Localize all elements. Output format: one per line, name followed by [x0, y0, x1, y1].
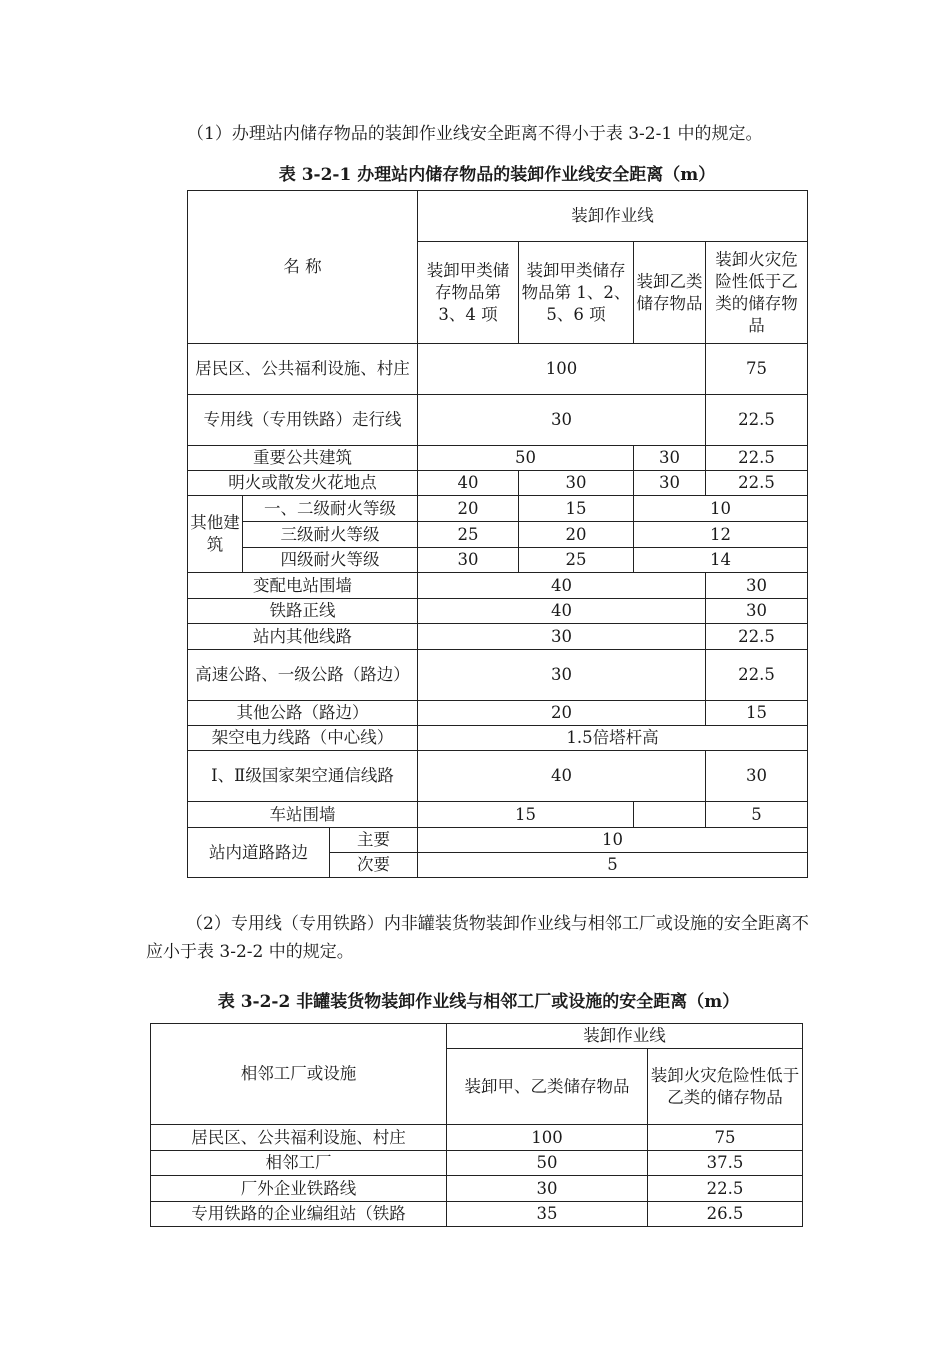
table-cell: 10	[634, 496, 808, 522]
table-cell	[634, 802, 706, 828]
table-cell: 14	[634, 548, 808, 573]
table-2-col1-header: 装卸甲、乙类储存物品	[447, 1049, 648, 1125]
table-cell: 5	[418, 853, 808, 878]
table-row-label: 铁路正线	[188, 599, 418, 624]
table-cell: 22.5	[706, 650, 808, 701]
table-row-label: 重要公共建筑	[188, 446, 418, 471]
table-2-caption: 表 3-2-2 非罐装货物装卸作业线与相邻工厂或设施的安全距离（m）	[217, 992, 740, 1012]
table-cell: 100	[418, 344, 706, 395]
table-row-label: 相邻工厂	[151, 1151, 447, 1176]
table-cell: 20	[418, 701, 706, 726]
table-row-sublabel: 次要	[330, 853, 418, 878]
table-cell: 15	[418, 802, 634, 828]
table-row-label: 厂外企业铁路线	[151, 1176, 447, 1202]
table-row-label: 变配电站围墙	[188, 573, 418, 599]
table-cell: 35	[447, 1202, 648, 1227]
table-row-label: 架空电力线路（中心线）	[188, 726, 418, 751]
paragraph-2: （2）专用线（专用铁路）内非罐装货物装卸作业线与相邻工厂或设施的安全距离不应小于表 3-2-2 中的规定。	[146, 914, 809, 962]
paragraph-1: （1）办理站内储存物品的装卸作业线安全距离不得小于表 3-2-1 中的规定。	[187, 124, 763, 144]
table-cell: 30	[519, 471, 634, 496]
table-cell: 30	[418, 548, 519, 573]
table-cell: 20	[418, 496, 519, 522]
table-cell: 25	[418, 522, 519, 548]
table-row-sublabel: 主要	[330, 828, 418, 853]
table-cell: 22.5	[706, 471, 808, 496]
table-cell: 22.5	[706, 395, 808, 446]
table-1-col4-header: 装卸火灾危险性低于乙类的储存物品	[706, 242, 808, 344]
table-cell: 30	[706, 751, 808, 802]
table-1-col1-header: 装卸甲类储存物品第 3、4 项	[418, 242, 519, 344]
table-2	[150, 1023, 803, 1227]
table-row-label: 明火或散发火花地点	[188, 471, 418, 496]
table-row-label: 站内道路路边	[188, 828, 330, 878]
table-row-sublabel: 三级耐火等级	[243, 522, 418, 548]
table-1-caption: 表 3-2-1 办理站内储存物品的装卸作业线安全距离（m）	[278, 165, 716, 185]
table-cell: 20	[519, 522, 634, 548]
table-cell: 37.5	[648, 1151, 803, 1176]
table-cell: 40	[418, 599, 706, 624]
table-1	[187, 190, 808, 878]
table-row-label: 车站围墙	[188, 802, 418, 828]
table-cell: 22.5	[648, 1176, 803, 1202]
table-2-group-header: 装卸作业线	[447, 1024, 803, 1049]
table-1-col3-header: 装卸乙类储存物品	[634, 242, 706, 344]
table-row-label: 居民区、公共福利设施、村庄	[151, 1125, 447, 1151]
table-cell: 30	[418, 650, 706, 701]
table-2-name-header: 相邻工厂或设施	[151, 1024, 447, 1125]
table-cell: 30	[418, 624, 706, 650]
table-cell: 10	[418, 828, 808, 853]
table-row-label: 居民区、公共福利设施、村庄	[188, 344, 418, 395]
table-cell: 1.5倍塔杆高	[418, 726, 808, 751]
table-cell: 25	[519, 548, 634, 573]
table-row-label: 其他建筑	[188, 496, 243, 573]
table-row-label: Ⅰ、Ⅱ级国家架空通信线路	[188, 751, 418, 802]
table-cell: 75	[706, 344, 808, 395]
table-cell: 22.5	[706, 624, 808, 650]
table-cell: 22.5	[706, 446, 808, 471]
table-cell: 26.5	[648, 1202, 803, 1227]
table-row-label: 专用线（专用铁路）走行线	[188, 395, 418, 446]
table-row-label: 专用铁路的企业编组站（铁路	[151, 1202, 447, 1227]
table-cell: 15	[706, 701, 808, 726]
table-cell: 5	[706, 802, 808, 828]
table-cell: 40	[418, 471, 519, 496]
table-row-label: 其他公路（路边）	[188, 701, 418, 726]
table-row-sublabel: 四级耐火等级	[243, 548, 418, 573]
table-cell: 100	[447, 1125, 648, 1151]
table-row-sublabel: 一、二级耐火等级	[243, 496, 418, 522]
table-cell: 40	[418, 573, 706, 599]
table-1-name-header: 名 称	[188, 191, 418, 344]
table-2-col2-header: 装卸火灾危险性低于乙类的储存物品	[648, 1049, 803, 1125]
table-cell: 12	[634, 522, 808, 548]
table-cell: 15	[519, 496, 634, 522]
table-1-col2-header: 装卸甲类储存物品第 1、2、5、6 项	[519, 242, 634, 344]
table-row-label: 站内其他线路	[188, 624, 418, 650]
table-cell: 30	[706, 599, 808, 624]
table-row-label: 高速公路、一级公路（路边）	[188, 650, 418, 701]
table-cell: 30	[447, 1176, 648, 1202]
table-cell: 50	[447, 1151, 648, 1176]
table-cell: 30	[634, 446, 706, 471]
table-1-group-header: 装卸作业线	[418, 191, 808, 242]
table-cell: 50	[418, 446, 634, 471]
table-cell: 30	[634, 471, 706, 496]
table-cell: 30	[418, 395, 706, 446]
table-cell: 40	[418, 751, 706, 802]
table-cell: 30	[706, 573, 808, 599]
table-cell: 75	[648, 1125, 803, 1151]
